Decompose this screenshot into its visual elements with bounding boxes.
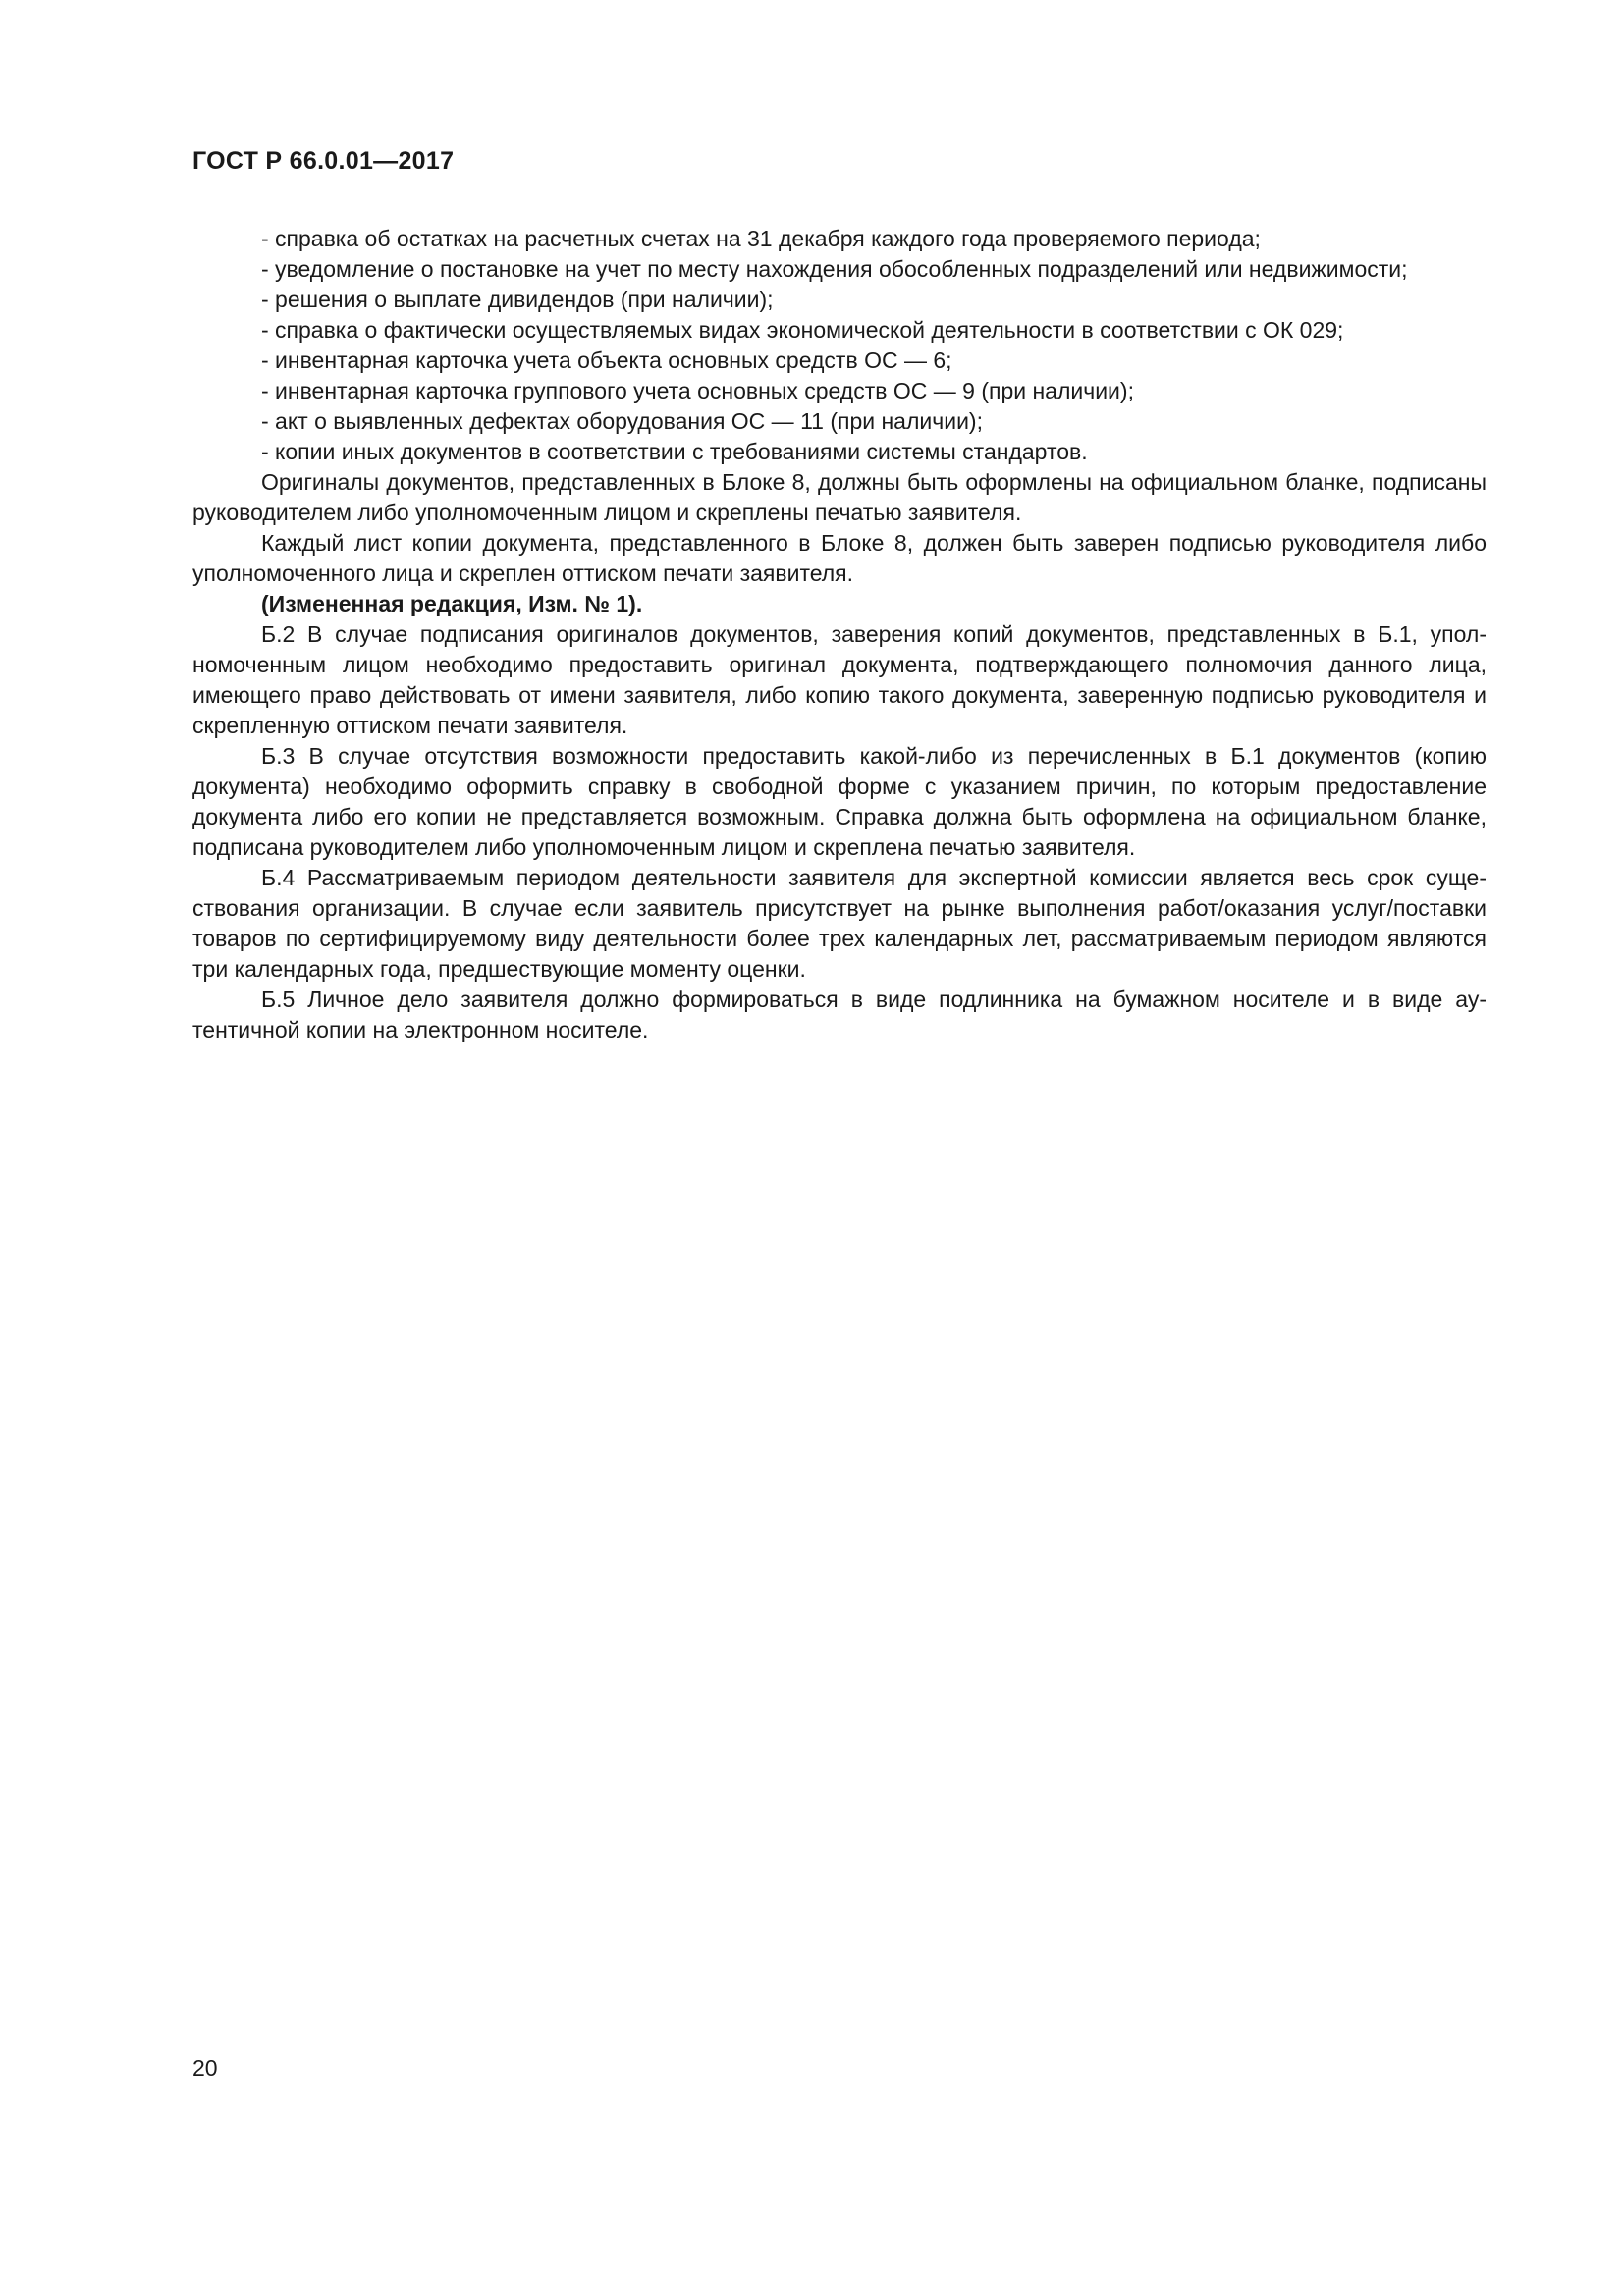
list-item: - инвентарная карточка учета объекта основных средств ОС — 6;	[261, 347, 952, 373]
paragraph-b4: Б.4 Рассматриваемым периодом деятельности заявителя для экспертной комиссии является весь срок существования организации. В случае если заявитель присутствует на рынке выполнения работ/оказания услуг/поставки товаров по сертифицируемому виду деятельности более трех календарных лет, рассматриваемым периодом являются три календарных года, предшествующие моменту оценки.	[192, 865, 1487, 982]
list-item: - инвентарная карточка группового учета основных средств ОС — 9 (при наличии);	[261, 378, 1134, 403]
paragraph-b3: Б.3 В случае отсутствия возможности предоставить какой-либо из перечисленных в Б.1 документов (копию документа) необходимо оформить справку в свободной форме с указанием причин, по которым предоставление документа либо его копии не представляется возможным. Справка должна быть оформлена на официальном бланке, подписана руководителем либо уполномоченным лицом и скреплена печатью заявителя.	[192, 743, 1487, 860]
paragraph-b5: Б.5 Личное дело заявителя должно формироваться в виде подлинника на бумажном носителе и в виде аутентичной копии на электронном носителе.	[192, 987, 1487, 1042]
document-body	[192, 224, 1487, 1045]
amendment-note: (Измененная редакция, Изм. № 1).	[261, 591, 643, 616]
list-item: - уведомление о постановке на учет по месту нахождения обособленных подразделений или недвижимости;	[261, 256, 1408, 282]
list-item: - справка об остатках на расчетных счетах на 31 декабря каждого года проверяемого периода;	[261, 226, 1261, 251]
list-item: - акт о выявленных дефектах оборудования ОС — 11 (при наличии);	[261, 408, 983, 434]
paragraph-originals: Оригиналы документов, представленных в Блоке 8, должны быть оформлены на официальном бланке, подписаны руководителем либо уполномоченным лицом и скреплены печатью заявителя.	[192, 469, 1487, 525]
page-number: 20	[192, 2056, 218, 2081]
list-item: - справка о фактически осуществляемых видах экономической деятельности в соответствии с ОК 029;	[261, 317, 1344, 343]
paragraph-b2: Б.2 В случае подписания оригиналов документов, заверения копий документов, представленных в Б.1, уполномоченным лицом необходимо предоставить оригинал документа, подтверждающего полномочия данного лица, имеющего право действовать от имени заявителя, либо копию такого документа, заверенную подписью руководителя и скрепленную оттиском печати заявителя.	[192, 621, 1487, 738]
paragraph-copies: Каждый лист копии документа, представленного в Блоке 8, должен быть заверен подписью руководителя либо уполномоченного лица и скреплен оттиском печати заявителя.	[192, 530, 1487, 586]
document-header: ГОСТ Р 66.0.01—2017	[192, 147, 455, 175]
list-item: - копии иных документов в соответствии с требованиями системы стандартов.	[261, 439, 1088, 464]
list-item: - решения о выплате дивидендов (при наличии);	[261, 287, 774, 312]
